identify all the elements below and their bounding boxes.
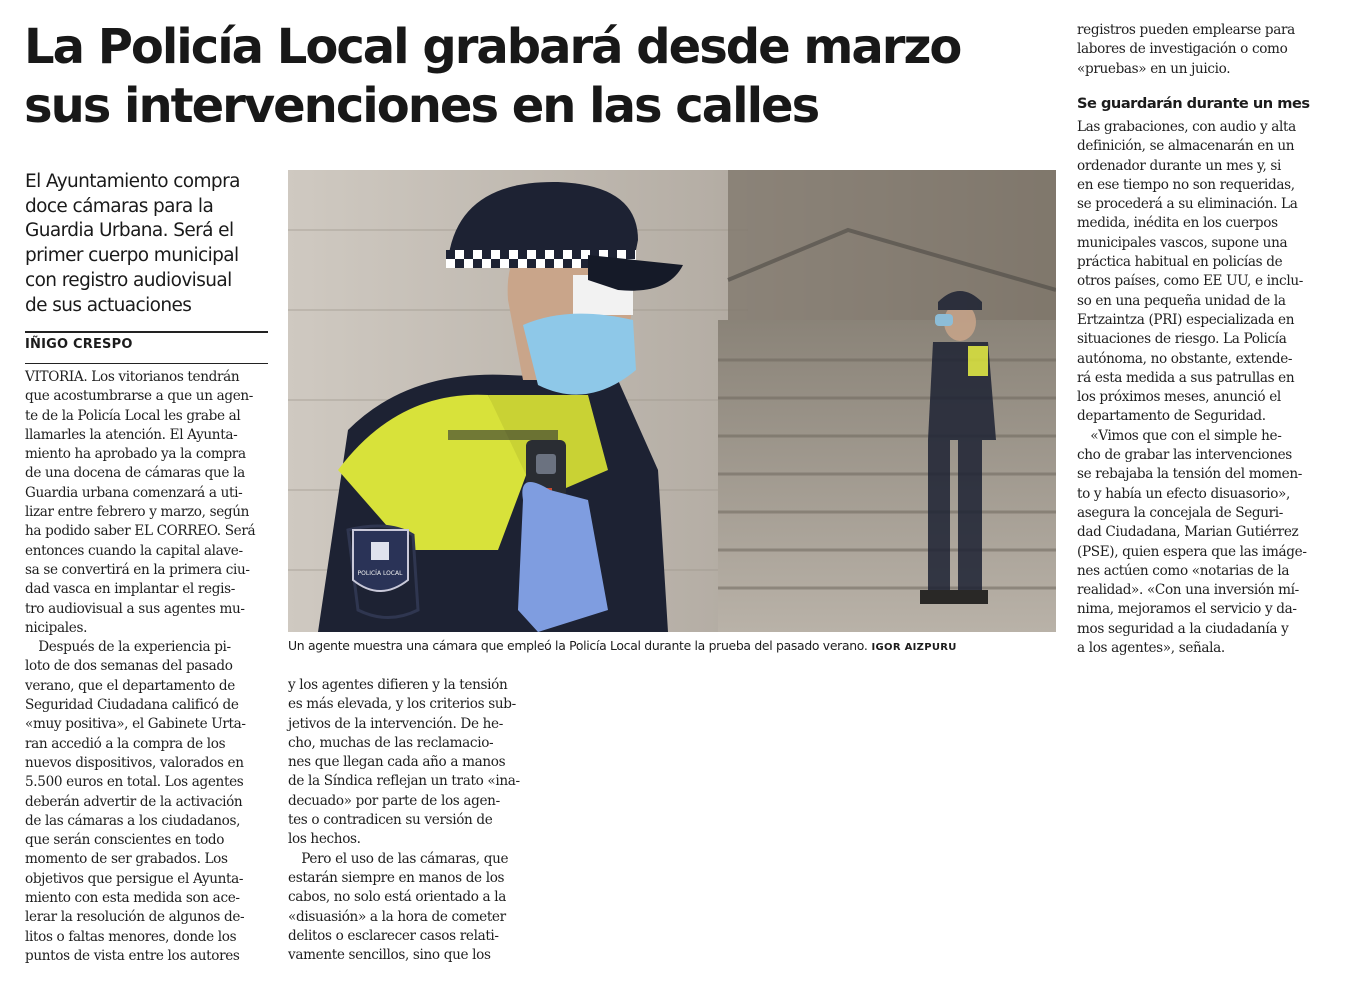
body-line: definición, se almacenarán en un	[1077, 138, 1295, 155]
body-line: Pero el uso de las cámaras, que	[288, 850, 509, 867]
body-line: Ertzaintza (PRI) especializada en	[1077, 311, 1295, 328]
body-line: de las cámaras a los ciudadanos,	[25, 812, 241, 829]
body-line: es más elevada, y los criterios sub-	[288, 696, 516, 713]
body-line: VITORIA. Los vitorianos tendrán	[25, 369, 240, 385]
subhead-line: primer cuerpo municipal	[25, 245, 239, 267]
body-line: cho, muchas de las reclamacio-	[288, 734, 494, 751]
body-line: otros países, como EE UU, e inclu-	[1077, 273, 1303, 290]
body-line: Las grabaciones, con audio y alta	[1077, 119, 1296, 135]
photo-caption	[288, 637, 1058, 657]
body-line: verano, que el departamento de	[25, 677, 235, 694]
body-line: se procederá a su eliminación. La	[1077, 196, 1298, 213]
body-line: «Vimos que con el simple he-	[1077, 427, 1282, 444]
body-line: delitos o esclarecer casos relati-	[288, 927, 499, 944]
body-line: to y había un efecto disuasorio»,	[1077, 485, 1290, 502]
body-line: llamarles la atención. El Ayunta-	[25, 426, 238, 443]
body-line: momento de ser grabados. Los	[25, 851, 228, 868]
body-line: cabos, no solo está orientado a la	[288, 889, 506, 906]
body-line: dad vasca en implantar el regis-	[25, 581, 235, 598]
body-line: decuado» por parte de los agen-	[288, 792, 500, 809]
subhead-line: doce cámaras para la	[25, 195, 214, 217]
body-line: práctica habitual en policías de	[1077, 254, 1283, 271]
subhead-line: El Ayuntamiento compra	[25, 171, 240, 192]
body-line: realidad». «Con una inversión mí-	[1077, 582, 1299, 599]
body-line: nuevos dispositivos, valorados en	[25, 754, 244, 771]
body-line: lerar la resolución de algunos de-	[25, 909, 245, 926]
body-line: autónoma, no obstante, extende-	[1077, 350, 1293, 367]
body-line: nicipales.	[25, 619, 88, 636]
byline: IÑIGO CRESPO	[25, 337, 133, 352]
body-line: registros pueden emplearse para	[1077, 22, 1295, 38]
headline	[24, 18, 1034, 136]
body-line: en ese tiempo no son requeridas,	[1077, 176, 1295, 193]
body-line: (PSE), quien espera que las imáge-	[1077, 543, 1307, 560]
body-line: nima, mejoramos el servicio y da-	[1077, 601, 1297, 618]
body-line: miento ha aprobado ya la compra	[25, 446, 246, 463]
byline-rule-bottom	[25, 363, 268, 364]
body-line: sa se convertirá en la primera ciu-	[25, 561, 250, 578]
body-line: de una docena de cámaras que la	[25, 465, 245, 482]
body-line: municipales vascos, supone una	[1077, 234, 1288, 251]
caption-text: Un agente muestra una cámara que empleó la Policía Local durante la prueba del pasado verano.	[288, 638, 868, 653]
body-line: jetivos de la intervención. De he-	[288, 715, 503, 732]
body-line: litos o faltas menores, donde los	[25, 928, 237, 945]
body-line: situaciones de riesgo. La Policía	[1077, 331, 1287, 348]
body-line: tro audiovisual a sus agentes mu-	[25, 600, 245, 617]
body-line: dad Ciudadana, Marian Gutiérrez	[1077, 524, 1299, 541]
body-line: miento con esta medida son ace-	[25, 890, 240, 907]
body-column-3	[1077, 118, 1322, 658]
body-line: «disuasión» a la hora de cometer	[288, 908, 506, 925]
body-line: departamento de Seguridad.	[1077, 408, 1266, 425]
stairs	[718, 320, 1056, 632]
subhead-line: con registro audiovisual	[25, 269, 232, 291]
body-line: medida, inédita en los cuerpos	[1077, 215, 1278, 232]
body-line: te de la Policía Local les grabe al	[25, 407, 241, 424]
body-line: ran accedió a la compra de los	[25, 735, 226, 752]
body-line: nes que llegan cada año a manos	[288, 754, 506, 771]
photo-credit: IGOR AIZPURU	[871, 642, 957, 653]
headline-line-2: sus intervenciones en las calles	[24, 78, 819, 134]
body-line: asegura la concejala de Seguri-	[1077, 504, 1284, 521]
body-line: estarán siempre en manos de los	[288, 869, 505, 886]
body-line: nes actúen como «notarias de la	[1077, 562, 1290, 579]
body-line: cho de grabar las intervenciones	[1077, 447, 1292, 464]
body-line: de la Síndica reflejan un trato «ina-	[288, 773, 520, 790]
body-line: rá esta medida a sus patrullas en	[1077, 369, 1295, 386]
body-column-2	[288, 676, 533, 965]
body-line: so en una pequeña unidad de la	[1077, 292, 1286, 309]
police-patch-icon	[353, 530, 408, 591]
body-line: vamente sencillos, sino que los	[288, 947, 491, 964]
body-line: y los agentes difieren y la tensión	[288, 677, 508, 693]
byline-rule-top	[25, 331, 268, 333]
body-line: labores de investigación o como	[1077, 41, 1288, 58]
body-line: deberán advertir de la activación	[25, 793, 243, 810]
headline-line-1: La Policía Local grabará desde marzo	[24, 19, 961, 75]
body-line: los hechos.	[288, 831, 361, 848]
body-line: «muy positiva», el Gabinete Urta-	[25, 716, 246, 733]
body-line: tes o contradicen su versión de	[288, 812, 493, 829]
news-photo	[288, 170, 1056, 632]
body-line: lizar entre febrero y marzo, según	[25, 504, 250, 521]
patch-label: POLICÍA LOCAL	[357, 570, 403, 577]
body-line: 5.500 euros en total. Los agentes	[25, 774, 244, 791]
body-line: «pruebas» en un juicio.	[1077, 60, 1231, 77]
body-line: Guardia urbana comenzará a uti-	[25, 484, 243, 501]
section-heading: Se guardarán durante un mes	[1077, 95, 1310, 112]
building-wall	[728, 170, 1056, 320]
body-line: ha podido saber EL CORREO. Será	[25, 523, 256, 540]
police-officer-photo	[288, 170, 1056, 632]
body-line: a los agentes», señala.	[1077, 640, 1225, 657]
body-line: mos seguridad a la ciudadanía y	[1077, 620, 1289, 637]
body-line: que serán conscientes en todo	[25, 832, 225, 849]
body-line: que acostumbrarse a que un agen-	[25, 388, 254, 405]
body-line: entonces cuando la capital alave-	[25, 542, 243, 559]
subhead-line: Guardia Urbana. Será el	[25, 220, 234, 242]
body-column-3-top	[1077, 21, 1322, 79]
subheadline	[25, 170, 275, 318]
body-line: se rebajaba la tensión del momen-	[1077, 466, 1302, 483]
body-column-1	[25, 368, 270, 966]
body-line: Después de la experiencia pi-	[25, 639, 231, 656]
body-line: Seguridad Ciudadana calificó de	[25, 697, 239, 714]
body-line: los próximos meses, anunció el	[1077, 389, 1281, 406]
subhead-line: de sus actuaciones	[25, 294, 192, 316]
body-line: loto de dos semanas del pasado	[25, 658, 233, 675]
body-line: puntos de vista entre los autores	[25, 947, 240, 964]
body-line: objetivos que persigue el Ayunta-	[25, 870, 244, 887]
body-line: ordenador durante un mes y, si	[1077, 157, 1282, 174]
